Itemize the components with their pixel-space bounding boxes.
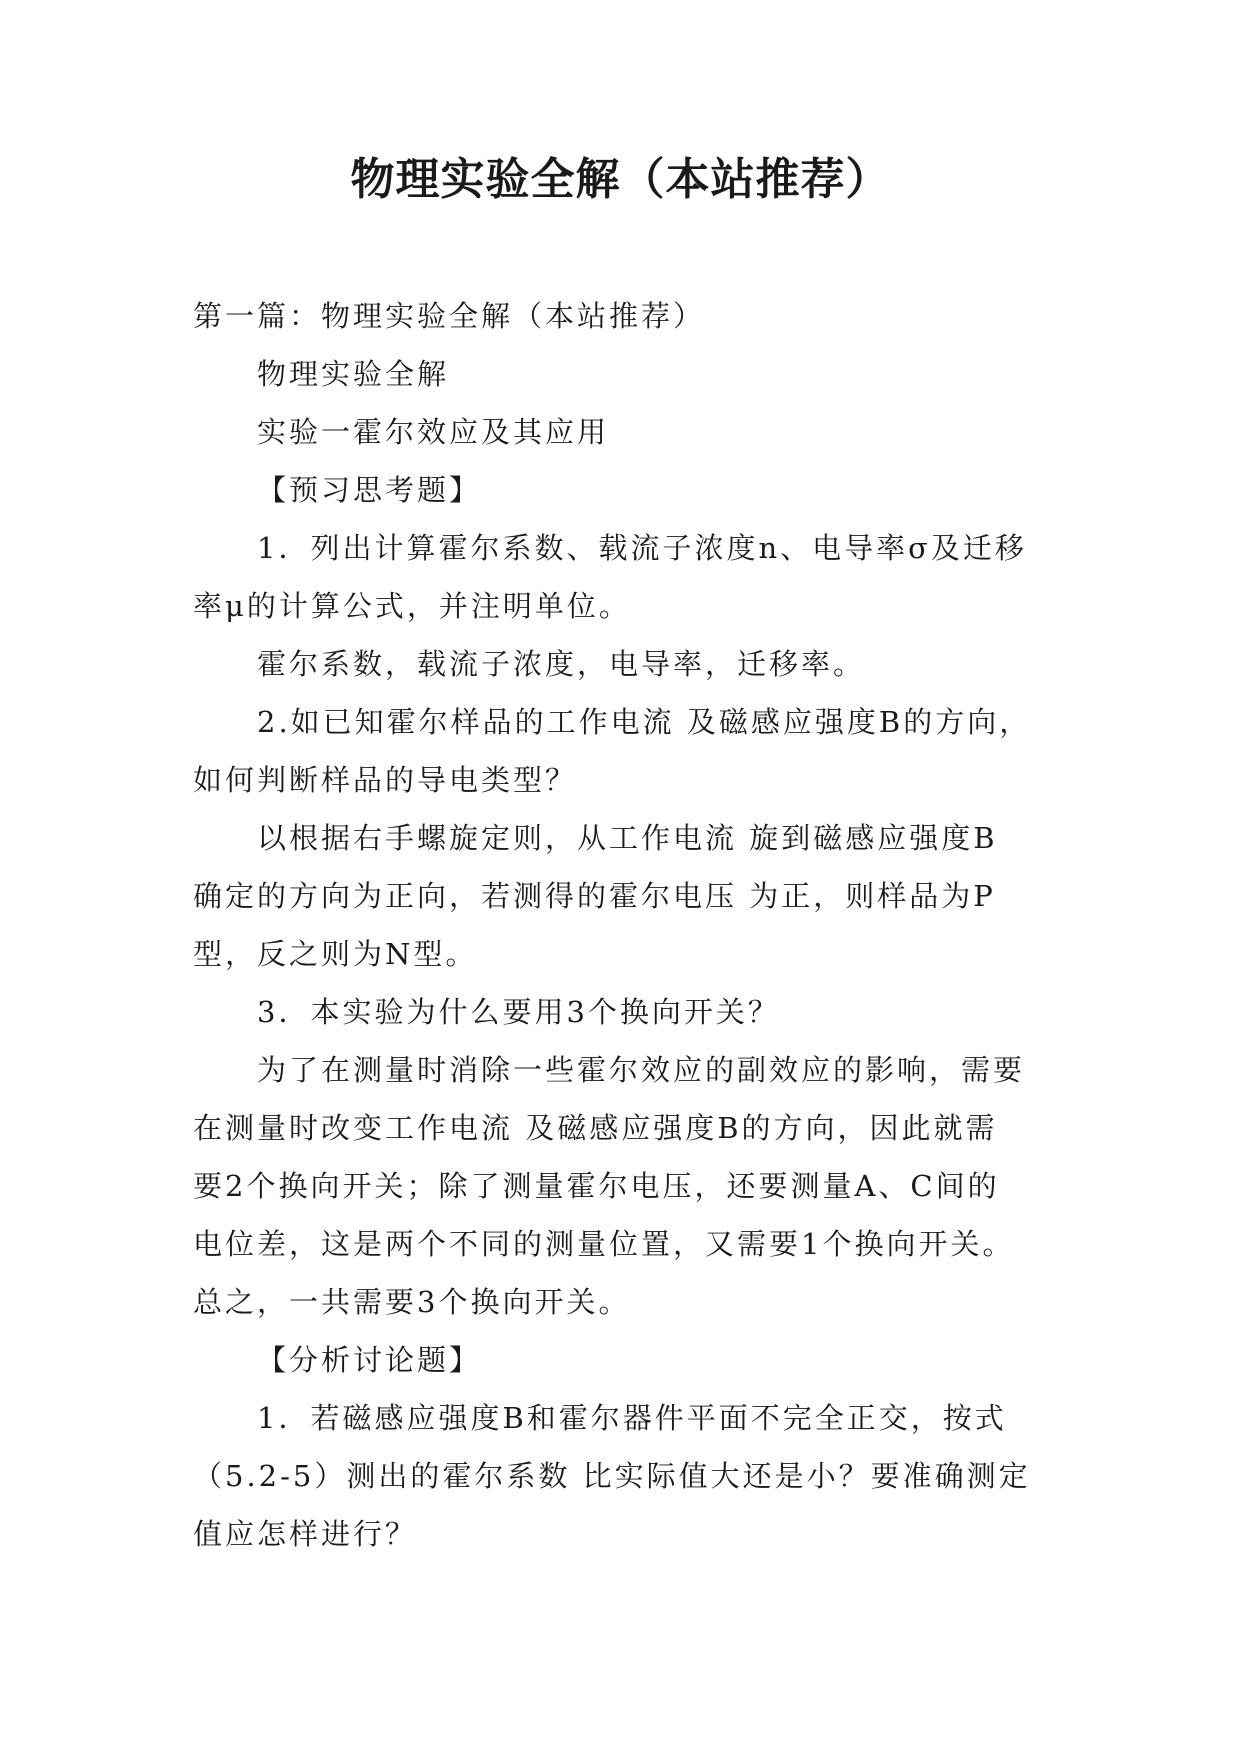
answer-line: 电位差，这是两个不同的测量位置，又需要1个换向开关。 [193,1227,1015,1261]
answer-line: 确定的方向为正向，若测得的霍尔电压 为正，则样品为P [193,879,996,913]
answer-line: 以根据右手螺旋定则，从工作电流 旋到磁感应强度B [257,821,998,855]
answer-line: 要2个换向开关；除了测量霍尔电压，还要测量A、C间的 [193,1169,1000,1203]
answer-line: 总之，一共需要3个换向开关。 [193,1285,631,1319]
paragraph-line: 物理实验全解 [257,357,450,391]
answer-line: 在测量时改变工作电流 及磁感应强度B的方向，因此就需 [193,1111,998,1145]
answer-line: 型，反之则为N型。 [193,937,478,971]
document-body [193,287,1063,1563]
question-line: 2.如已知霍尔样品的工作电流 及磁感应强度B的方向， [257,705,1032,739]
subsection-heading: 【分析讨论题】 [257,1343,482,1377]
document-title: 物理实验全解（本站推荐） [350,154,891,205]
answer-line: 为了在测量时消除一些霍尔效应的副效应的影响，需要 [257,1053,1026,1087]
question-line: 1．若磁感应强度B和霍尔器件平面不完全正交，按式 [257,1401,1007,1435]
experiment-title: 实验一霍尔效应及其应用 [257,415,610,449]
question-line: 值应怎样进行？ [193,1517,418,1551]
question-line: （5.2-5）测出的霍尔系数 比实际值大还是小？要准确测定 [193,1459,1031,1493]
answer-line: 霍尔系数，载流子浓度，电导率，迁移率。 [257,647,866,681]
question-line: 率μ的计算公式，并注明单位。 [193,589,631,623]
question-line: 1．列出计算霍尔系数、载流子浓度n、电导率σ及迁移 [257,531,1027,565]
question-line: 如何判断样品的导电类型？ [193,763,578,797]
question-line: 3．本实验为什么要用3个换向开关？ [257,995,780,1029]
subsection-heading: 【预习思考题】 [257,473,482,507]
section-heading: 第一篇：物理实验全解（本站推荐） [193,299,706,333]
